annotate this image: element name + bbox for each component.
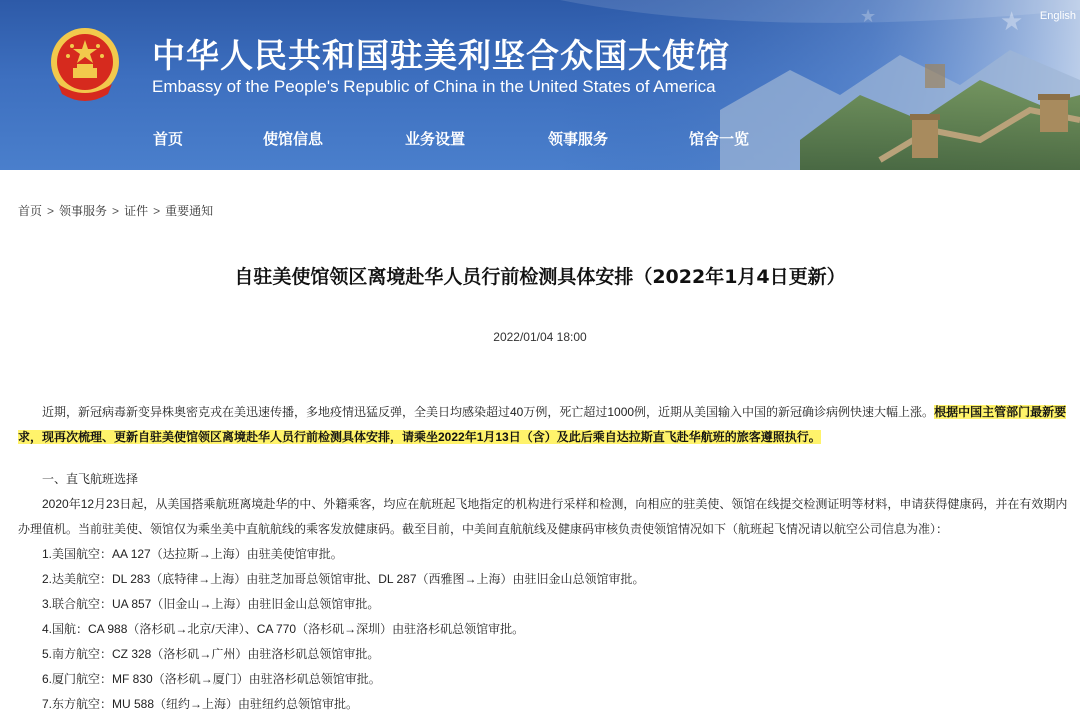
article-date: 2022/01/04 18:00 — [493, 330, 587, 344]
site-banner — [0, 0, 1080, 170]
breadcrumb-home[interactable]: 首页 — [18, 204, 43, 218]
svg-text:★: ★ — [1000, 7, 1024, 37]
nav-home[interactable]: 首页 — [153, 130, 184, 148]
flight-list-item: 1.美国航空：AA 127（达拉斯→上海）由驻美使馆审批。 — [42, 547, 343, 561]
article-title: 自驻美使馆领区离境赴华人员行前检测具体安排（2022年1月4日更新） — [234, 266, 846, 288]
nav-embassy-info[interactable]: 使馆信息 — [263, 130, 324, 148]
svg-text:★: ★ — [860, 6, 877, 27]
breadcrumb-consular-services[interactable]: 领事服务 — [59, 204, 108, 218]
nav-premises[interactable]: 馆舍一览 — [689, 130, 750, 148]
flight-list-item: 2.达美航空：DL 283（底特律→上海）由驻芝加哥总领馆审批、DL 287（西雅图→上海）由驻旧金山总领馆审批。 — [42, 572, 645, 586]
section-title: 一、直飞航班选择 — [42, 472, 139, 486]
breadcrumb-separator: > — [153, 204, 161, 218]
flight-list-item: 7.东方航空：MU 588（纽约→上海）由驻纽约总领馆审批。 — [42, 697, 359, 711]
site-title: 中华人民共和国驻美利坚合众国大使馆 — [152, 36, 730, 75]
main-nav — [0, 128, 820, 156]
nav-business[interactable]: 业务设置 — [405, 130, 466, 148]
intro-paragraph — [18, 400, 1068, 450]
national-emblem-icon — [48, 24, 122, 106]
nav-consular-services[interactable]: 领事服务 — [548, 130, 609, 148]
flight-list-item: 4.国航：CA 988（洛杉矶→北京/天津）、CA 770（洛杉矶→深圳）由驻洛杉矶总领馆审批。 — [42, 622, 525, 636]
article-body — [18, 400, 1068, 717]
flight-list-item: 3.联合航空：UA 857（旧金山→上海）由驻旧金山总领馆审批。 — [42, 597, 380, 611]
intro-text: 近期，新冠病毒新变异株奥密克戎在美迅速传播，多地疫情迅猛反弹，全美日均感染超过40万例，死亡超过1000例，近期从美国输入中国的新冠确诊病例快速大幅上涨。 — [42, 405, 935, 419]
flight-list-item: 5.南方航空：CZ 328（洛杉矶→广州）由驻洛杉矶总领馆审批。 — [42, 647, 380, 661]
breadcrumb-separator: > — [47, 204, 55, 218]
breadcrumb-important-notice[interactable]: 重要通知 — [165, 204, 214, 218]
flight-list-item: 6.厦门航空：MF 830（洛杉矶→厦门）由驻洛杉矶总领馆审批。 — [42, 672, 381, 686]
breadcrumb-documents[interactable]: 证件 — [124, 204, 149, 218]
breadcrumb — [18, 202, 213, 219]
intro-highlight-text: 根据中国主管部门最新要求，现再次梳理、更新自驻美使馆领区离境赴华人员行前检测具体安排，请乘坐2022年1月13日（含）及此后乘自达拉斯直飞赴华航班的旅客遵照执行。 — [18, 405, 1067, 444]
breadcrumb-separator: > — [112, 204, 120, 218]
english-language-link[interactable]: English — [1039, 10, 1076, 22]
site-subtitle: Embassy of the People's Republic of China in the United States of America — [152, 77, 716, 96]
section-paragraph: 2020年12月23日起，从美国搭乘航班离境赴华的中、外籍乘客，均应在航班起飞地指定的机构进行采样和检测，向相应的驻美使、领馆在线提交检测证明等材料，申请获得健康码，并在有效期内办理值机。当前驻美使、领馆仅为乘坐美中直航航线的乘客发放健康码。截至目前，中美间直航航线及健康码审核负责使领馆情况如下（航班起飞情况请以航空公司信息为准）： — [18, 497, 1068, 536]
